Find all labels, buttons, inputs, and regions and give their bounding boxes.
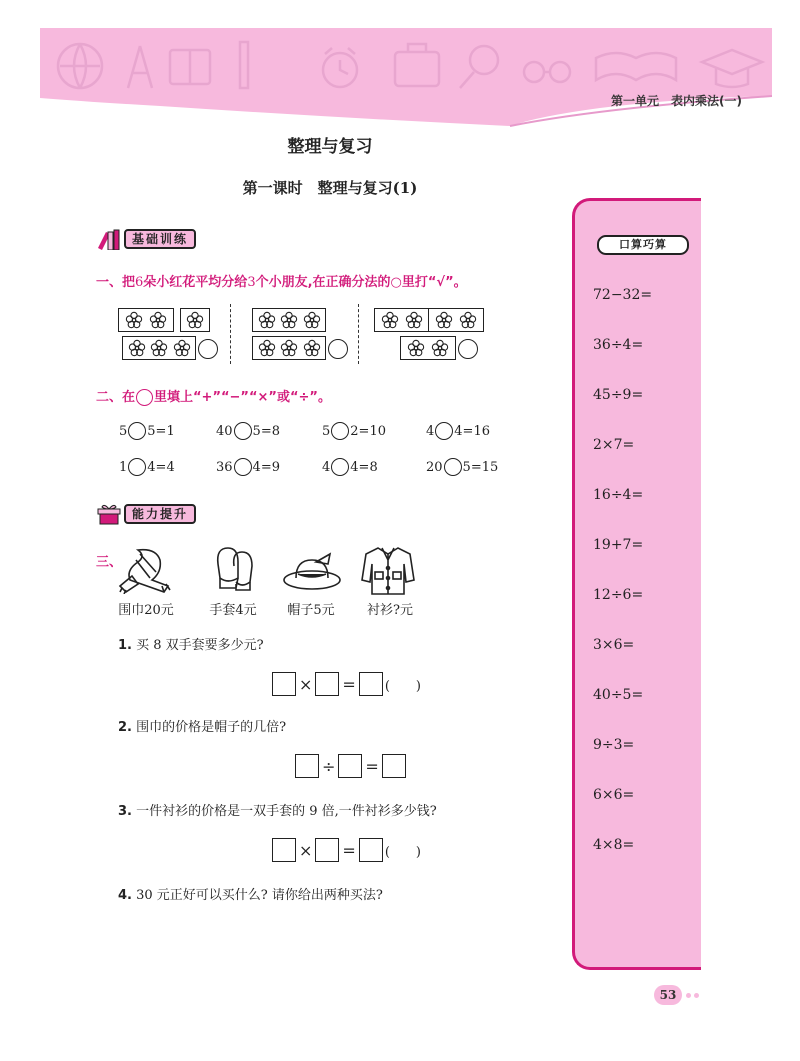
lesson-title: 第一课时 整理与复习(1) [242,179,418,197]
flower-box [180,308,210,332]
flower-icon [407,339,425,357]
equation: 5 2=10 [322,423,386,439]
basic-training-label: 基础训练 [124,229,196,249]
answer-row-1: × = ( ) [272,672,421,696]
circle-symbol [136,389,153,406]
equation: 5 5=1 [119,423,175,439]
flower-icon [459,311,477,329]
operator-circle[interactable] [331,458,349,476]
gloves-icon [210,544,260,594]
mental-problem[interactable]: 45÷9= [593,387,644,403]
mental-problem[interactable]: 3×6= [593,637,635,653]
mental-math-sidebar [572,198,701,970]
sub-question-3: 3. 一件衬衫的价格是一双手套的 9 倍,一件衬衫多少钱? [118,804,437,819]
flower-box [252,308,326,332]
flower-icon [173,339,191,357]
flower-icon [405,311,423,329]
question-3-label: 三、 [96,555,123,570]
equation: 40 5=8 [216,423,280,439]
page-number: 53 [654,985,682,1005]
flower-icon [128,339,146,357]
equation: 4 4=8 [322,459,378,475]
flower-box [122,336,196,360]
flower-box [118,308,174,332]
operator-circle[interactable] [234,458,252,476]
mental-problem[interactable]: 6×6= [593,787,635,803]
answer-box[interactable] [382,754,406,778]
answer-box[interactable] [338,754,362,778]
hat-icon [282,552,342,592]
flower-icon [435,311,453,329]
answer-box[interactable] [359,672,383,696]
answer-box[interactable] [272,672,296,696]
operator-circle[interactable] [128,458,146,476]
equation: 4 4=16 [426,423,490,439]
flower-icon [150,339,168,357]
mental-problem[interactable]: 12÷6= [593,587,644,603]
flower-icon [125,311,143,329]
mental-problem[interactable]: 16÷4= [593,487,644,503]
sub-question-1: 1. 买 8 双手套要多少元? [118,638,264,653]
basic-training-badge [96,228,196,250]
mental-problem[interactable]: 40÷5= [593,687,644,703]
flower-icon [303,339,321,357]
operator-circle[interactable] [331,422,349,440]
ability-label: 能力提升 [124,504,196,524]
flower-icon [258,311,276,329]
sidebar-title: 口算巧算 [597,235,689,255]
mental-problem[interactable]: 72−32= [593,287,653,303]
answer-box[interactable] [272,838,296,862]
mental-problem[interactable]: 19+7= [593,537,644,553]
unit-paren[interactable]: ( ) [384,678,421,694]
unit-paren[interactable]: ( ) [384,844,421,860]
dashed-divider [358,304,359,364]
operator-circle[interactable] [234,422,252,440]
decor-dot [694,993,699,998]
answer-circle-b[interactable] [328,339,348,359]
flower-icon [381,311,399,329]
answer-row-3: × = ( ) [272,838,421,862]
item-price-scarf: 围巾20元 [118,603,174,618]
answer-box[interactable] [295,754,319,778]
item-price-shirt: 衬衫?元 [367,603,413,618]
page-title: 整理与复习 [287,137,373,157]
mental-problem[interactable]: 4×8= [593,837,635,853]
question-1-heading: 一、把6朵小红花平均分给3个小朋友,在正确分法的○里打“√”。 [96,275,467,290]
answer-row-2: ÷ = [295,754,406,778]
dashed-divider [230,304,231,364]
mental-problem[interactable]: 9÷3= [593,737,635,753]
answer-box[interactable] [315,838,339,862]
flower-icon [280,311,298,329]
question-2-heading: 二、在 里填上“+”“−”“×”或“÷”。 [96,390,331,405]
scarf-icon [116,546,178,594]
sub-question-2: 2. 围巾的价格是帽子的几倍? [118,720,287,735]
flower-icon [258,339,276,357]
mental-problem[interactable]: 2×7= [593,437,635,453]
flower-icon [280,339,298,357]
operator-circle[interactable] [435,422,453,440]
item-price-hat: 帽子5元 [287,603,335,618]
operator-circle[interactable] [128,422,146,440]
mental-problem[interactable]: 36÷4= [593,337,644,353]
flower-box [400,336,456,360]
answer-box[interactable] [315,672,339,696]
equation: 1 4=4 [119,459,175,475]
equation: 36 4=9 [216,459,280,475]
answer-circle-a[interactable] [198,339,218,359]
flower-icon [431,339,449,357]
flower-box [374,308,430,332]
flower-icon [149,311,167,329]
equation: 20 5=15 [426,459,499,475]
sub-question-4: 4. 30 元正好可以买什么? 请你给出两种买法? [118,888,383,903]
answer-circle-c[interactable] [458,339,478,359]
books-icon [96,228,124,250]
decor-dot [686,993,691,998]
flower-box [252,336,326,360]
unit-label: 第一单元 表内乘法(一) [611,94,742,108]
header-banner [40,28,772,128]
operator-circle[interactable] [444,458,462,476]
gift-icon [96,503,124,525]
flower-icon [303,311,321,329]
shirt-icon [360,544,416,596]
answer-box[interactable] [359,838,383,862]
item-price-gloves: 手套4元 [209,603,257,618]
ability-badge [96,503,196,525]
flower-box [428,308,484,332]
flower-icon [186,311,204,329]
